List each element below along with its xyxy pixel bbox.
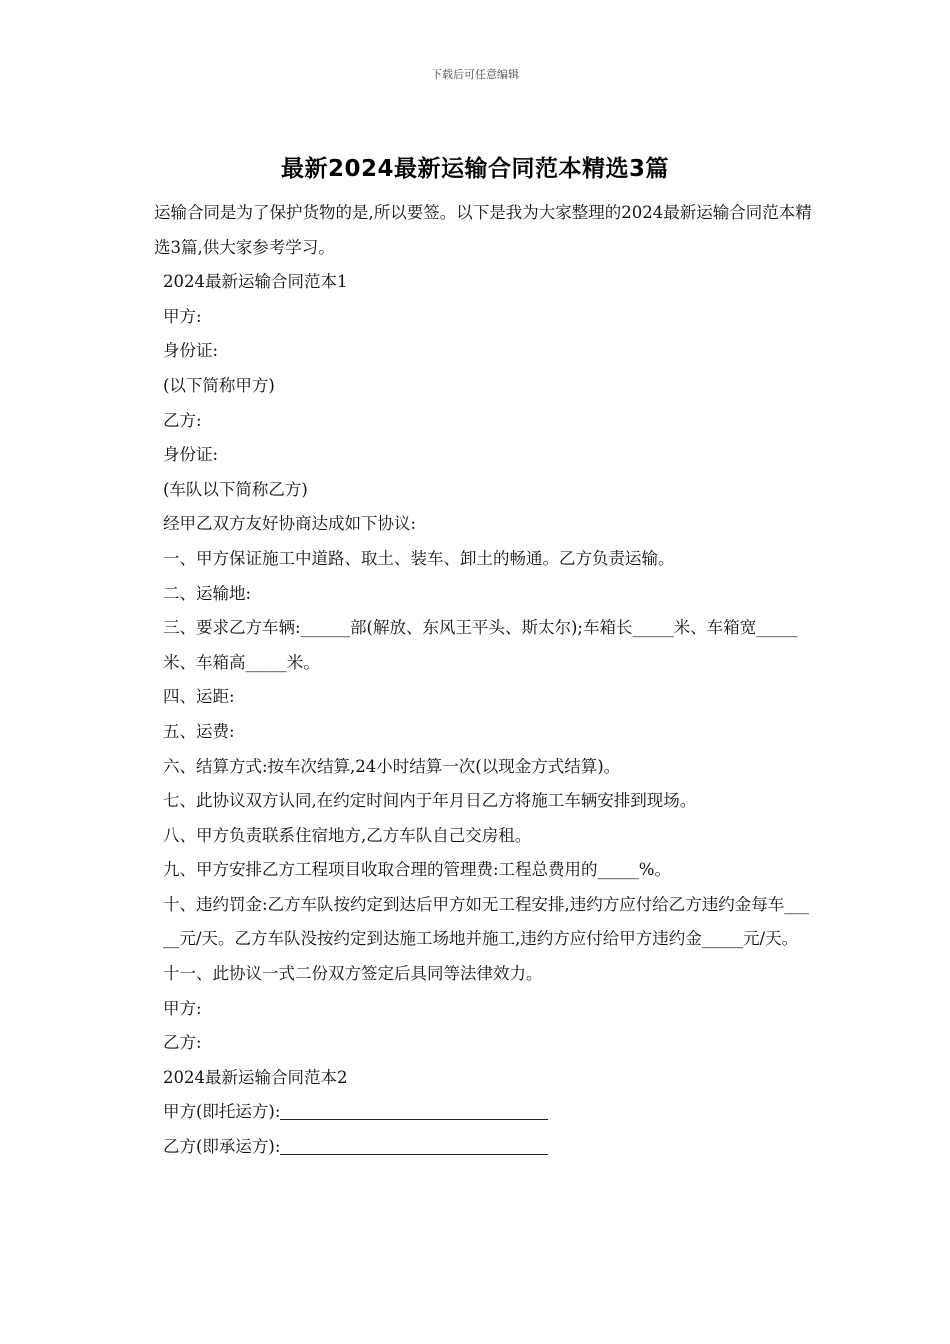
clause-10: 十、违约罚金:乙方车队按约定到达后甲方如无工程安排,违约方应付给乙方违约金每车_____元/天。乙方车队没按约定到达施工场地并施工,违约方应付给甲方违约金_____元/天。: [163, 894, 810, 949]
clause-2: 二、运输地:: [163, 583, 252, 603]
document-title: 最新2024最新运输合同范本精选3篇: [280, 156, 670, 182]
consignor-label: 甲方(即托运方):: [163, 1102, 281, 1122]
clause-6: 六、结算方式:按车次结算,24小时结算一次(以现金方式结算)。: [163, 756, 621, 776]
clause-5: 五、运费:: [163, 721, 235, 741]
carrier-blank: [280, 1138, 548, 1155]
carrier-line: [145, 1130, 815, 1165]
clause-1: 一、甲方保证施工中道路、取土、装车、卸土的畅通。乙方负责运输。: [163, 548, 675, 568]
agreement-intro: 经甲乙双方友好协商达成如下协议:: [163, 514, 417, 534]
clause-11: 十一、此协议一式二份双方签定后具同等法律效力。: [163, 964, 543, 984]
party-a-label: 甲方:: [163, 306, 202, 326]
party-b-note: (车队以下简称乙方): [163, 479, 308, 499]
intro-paragraph: 运输合同是为了保护货物的是,所以要签。以下是我为大家整理的2024最新运输合同范本精选3篇,供大家参考学习。: [154, 203, 812, 257]
section-heading-2: 2024最新运输合同范本2: [163, 1067, 348, 1087]
clause-3: 三、要求乙方车辆:______部(解放、东风王平头、斯太尔);车箱长_____米、车箱宽_____米、车箱高_____米。: [163, 618, 798, 672]
party-b-id-label: 身份证:: [163, 445, 219, 465]
party-a-note: (以下简称甲方): [163, 375, 275, 395]
party-a-id-label: 身份证:: [163, 341, 219, 361]
carrier-label: 乙方(即承运方):: [163, 1137, 281, 1157]
clause-7: 七、此协议双方认同,在约定时间内于年月日乙方将施工车辆安排到现场。: [163, 791, 697, 811]
header-note: 下载后可任意编辑: [431, 68, 519, 81]
clause-8: 八、甲方负责联系住宿地方,乙方车队自己交房租。: [163, 825, 532, 845]
clause-4: 四、运距:: [163, 687, 235, 707]
signature-party-a: 甲方:: [163, 998, 202, 1018]
signature-party-b: 乙方:: [163, 1033, 202, 1053]
party-b-label: 乙方:: [163, 410, 202, 430]
section-heading-1: 2024最新运输合同范本1: [163, 272, 348, 292]
clause-9: 九、甲方安排乙方工程项目收取合理的管理费:工程总费用的_____%。: [163, 860, 671, 880]
document-body: [145, 196, 815, 1165]
consignor-blank: [280, 1103, 548, 1120]
consignor-line: [145, 1095, 815, 1130]
